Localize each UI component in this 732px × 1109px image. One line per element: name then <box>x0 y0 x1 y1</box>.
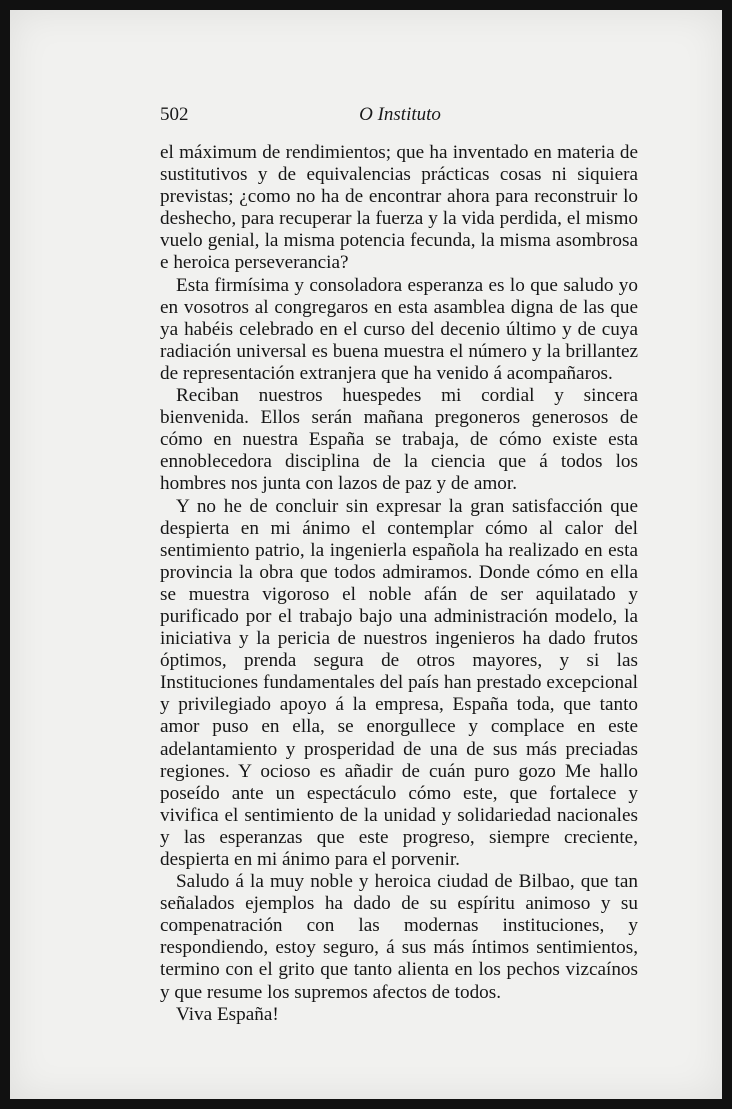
book-page <box>10 10 722 1099</box>
running-title: O Instituto <box>359 104 441 125</box>
page-header <box>160 104 640 130</box>
paragraph: Reciban nuestros huespedes mi cordial y sincera bienvenida. Ellos serán mañana pregoneros generosos de cómo en nuestra España se trabaja, de cómo existe esta ennoblecedora disciplina de la ciencia que á todos los hombres nos junta con lazos de paz y de amor. <box>160 385 638 495</box>
paragraph: Y no he de concluir sin expresar la gran satisfacción que despierta en mi ánimo el contemplar cómo al calor del sentimiento patrio, la ingenierla española ha realizado en esta provincia la obra que todos admiramos. Donde cómo en ella se muestra vigoroso el noble afán de ser aquilatado y purificado por el trabajo bajo una administración modelo, la iniciativa y la pericia de nuestros ingenieros ha dado frutos óptimos, prenda segura de otros mayores, y si las Instituciones fundamentales del país han prestado excepcional y privilegiado apoyo á la empresa, España toda, que tanto amor puso en ella, se enorgullece y complace en este adelantamiento y prosperidad de una de sus más preciadas regiones. Y ocioso es añadir de cuán puro gozo Me hallo poseído ante un espectáculo cómo este, que fortalece y vivifica el sentimiento de la unidad y solidariedad nacionales y las esperanzas que este progreso, siempre creciente, despierta en mi ánimo para el porvenir. <box>160 495 638 870</box>
page-number: 502 <box>160 104 189 125</box>
paragraph-continuation: el máximum de rendimientos; que ha inventado en materia de sustitutivos y de equivalencias prácticas cosas ni siquiera previstas; ¿como no ha de encontrar ahora para reconstruir lo deshecho, para recuperar la fuerza y la vida perdida, el mismo vuelo genial, la misma potencia fecunda, la misma asombrosa e heroica perseverancia? <box>160 142 638 274</box>
closing-line: Viva España! <box>176 1003 279 1025</box>
paragraph: Saludo á la muy noble y heroica ciudad de Bilbao, que tan señalados ejemplos ha dado de su espíritu animoso y su compenatración con las modernas instituciones, y respondiendo, estoy seguro, á sus más íntimos sentimientos, termino con el grito que tanto alienta en los pechos vizcaínos y que resume los supremos afectos de todos. <box>160 871 638 1003</box>
paragraph: Esta firmísima y consoladora esperanza es lo que saludo yo en vosotros al congregaros en esta asamblea digna de las que ya habéis celebrado en el curso del decenio último y de cuya radiación universal es buena muestra el número y la brillantez de representación extranjera que ha venido á acompañaros. <box>160 274 638 384</box>
body-text <box>160 142 638 1026</box>
